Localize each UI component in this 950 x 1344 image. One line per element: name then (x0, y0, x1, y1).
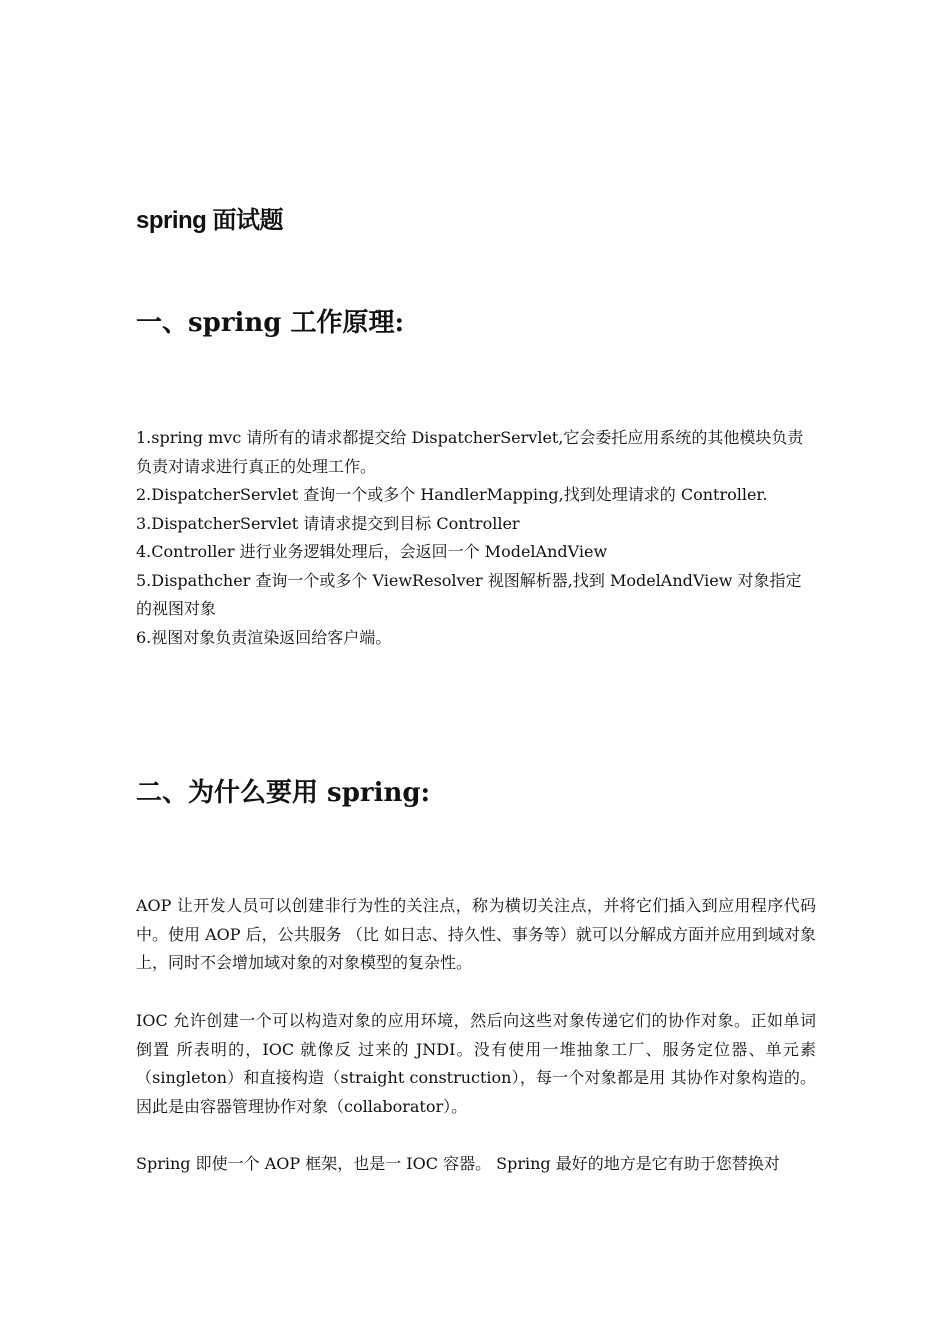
section-heading-why-spring: 二、为什么要用 spring: (136, 778, 431, 808)
document-title: spring 面试题 (136, 207, 284, 234)
paragraph-spring-summary (136, 1150, 816, 1179)
paragraph-text: Spring 即使一个 AOP 框架，也是一 IOC 容器。 Spring 最好的地方是它有助于您替换对 (136, 1154, 780, 1173)
step-item: 3.DispatcherServlet 请请求提交到目标 Controller (136, 513, 520, 533)
step-item: 5.Dispathcher 查询一个或多个 ViewResolver 视图解析器,找到 ModelAndView 对象指定的视图对象 (136, 570, 802, 618)
step-item: 2.DispatcherServlet 查询一个或多个 HandlerMapping,找到处理请求的 Controller. (136, 485, 768, 504)
paragraph-text: AOP 让开发人员可以创建非行为性的关注点，称为横切关注点，并将它们插入到应用程序代码中。使用 AOP 后，公共服务 （比 如日志、持久性、事务等）就可以分解成方面并应用到域对象上，同时不会增加域对象的对象模型的复杂性。 (136, 896, 816, 972)
working-principle-steps (136, 424, 816, 652)
step-item: 4.Controller 进行业务逻辑处理后，会返回一个 ModelAndView (136, 542, 608, 561)
paragraph-ioc (136, 1007, 816, 1121)
paragraph-aop (136, 892, 816, 978)
section-heading-working-principle: 一、spring 工作原理: (136, 308, 405, 338)
step-item: 1.spring mvc 请所有的请求都提交给 DispatcherServlet,它会委托应用系统的其他模块负责负责对请求进行真正的处理工作。 (136, 428, 804, 476)
paragraph-text: IOC 允许创建一个可以构造对象的应用环境，然后向这些对象传递它们的协作对象。正如单词 倒置 所表明的，IOC 就像反 过来的 JNDI。没有使用一堆抽象工厂、服务定位器、单元素（singleton）和直接构造（straight construction），每一个对象都是用 其协作对象构造的。因此是由容器管理协作对象（collaborator）。 (136, 1011, 816, 1116)
step-item: 6.视图对象负责渲染返回给客户端。 (136, 627, 392, 647)
